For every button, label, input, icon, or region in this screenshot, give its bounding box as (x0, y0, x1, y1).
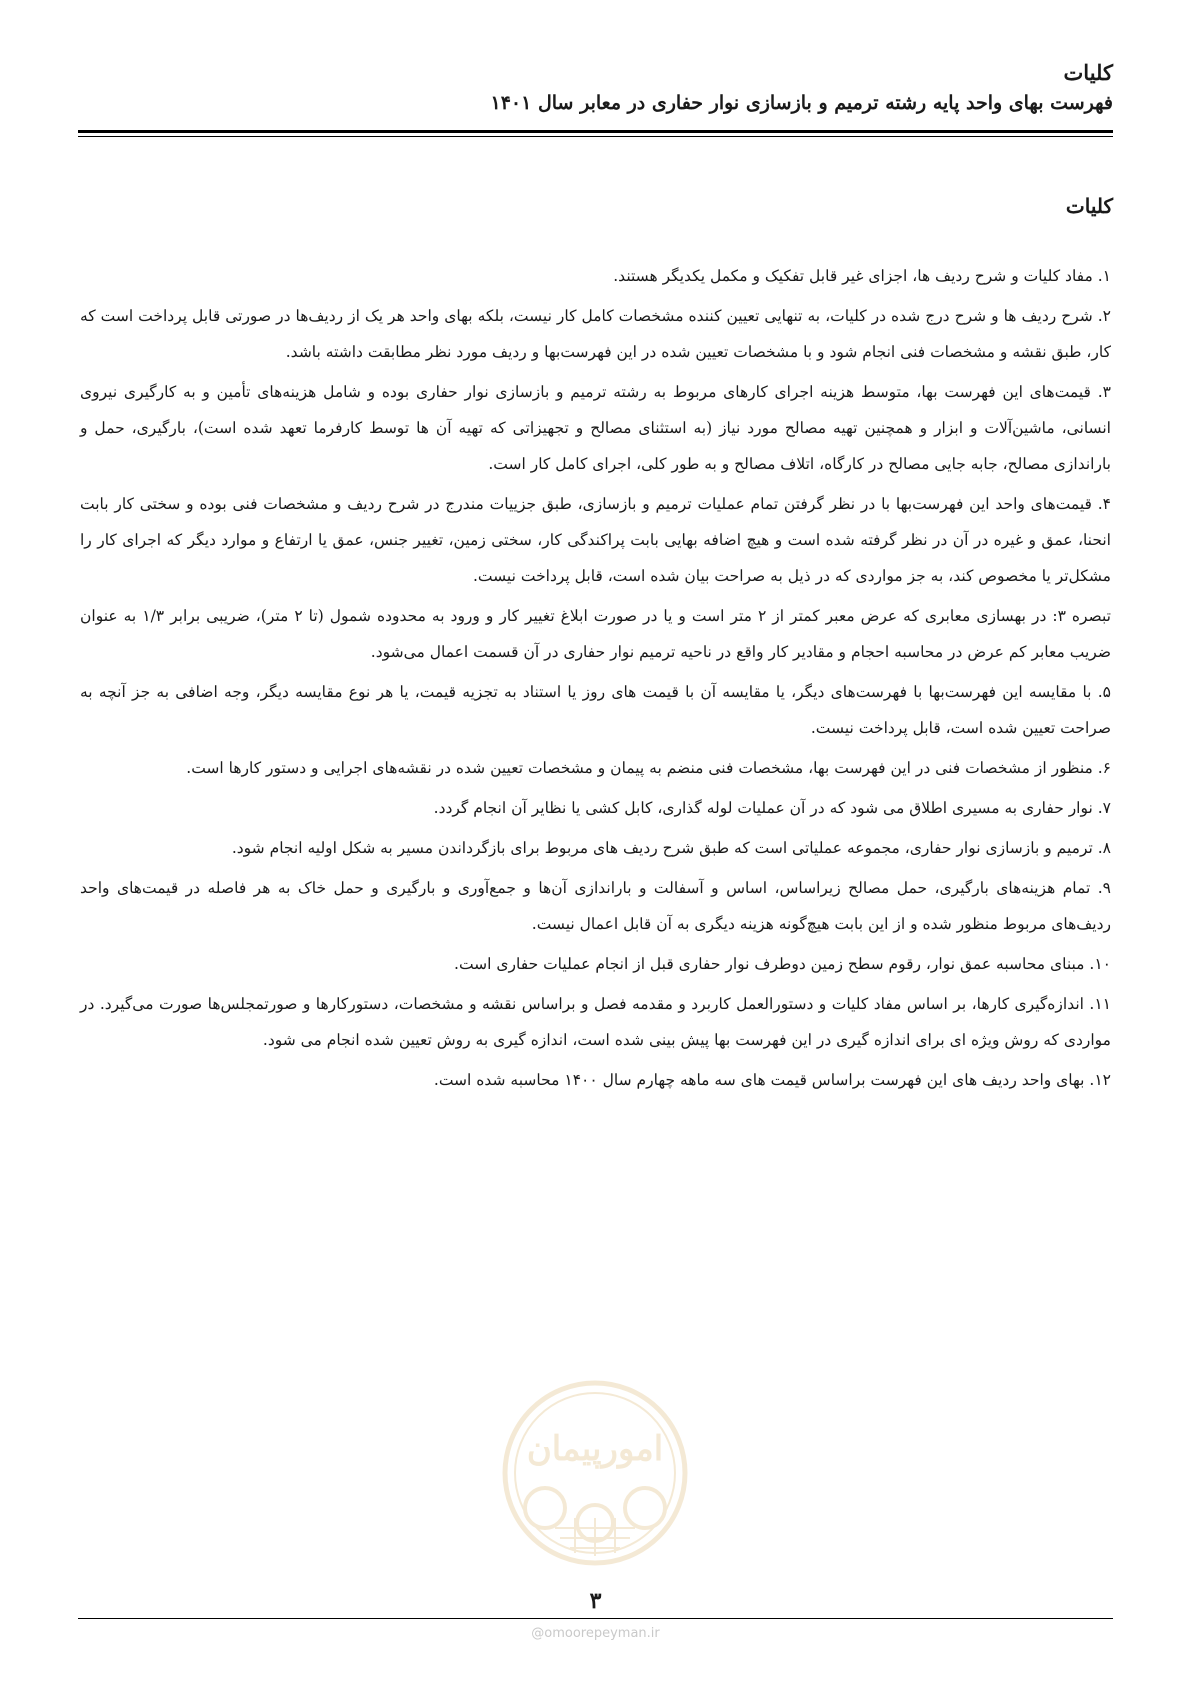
paragraph-10: ۱۰. مبنای محاسبه عمق نوار، رقوم سطح زمین دوطرف نوار حفاری قبل از انجام عملیات حفاری است. (454, 955, 1111, 973)
omoorepeyman-seal-logo (500, 1378, 690, 1568)
paragraph-9: ۹. تمام هزینه‌های بارگیری، حمل مصالح زیراساس، اساس و آسفالت و باراندازی آن‌ها و جمع‌آوری و بارگیری و حمل خاک به هر فاصله در قیمت‌های واحد ردیف‌های مربوط منظور شده و از این بابت هیچ‌گونه هزینه دیگری به آن قابل اعمال نیست. (80, 879, 1111, 933)
header-rule-thin (78, 136, 1113, 137)
grid-pattern-icon (555, 1518, 635, 1556)
header-section-label: کلیات (1063, 60, 1113, 85)
page-number: ۳ (589, 1588, 602, 1614)
paragraph-6: ۶. منظور از مشخصات فنی در این فهرست بها، مشخصات فنی منضم به پیمان و مشخصات تعیین شده در نقشه‌های اجرایی و دستور کارها است. (186, 759, 1111, 777)
paragraph-12: ۱۲. بهای واحد ردیف های این فهرست براساس قیمت های سه ماهه چهارم سال ۱۴۰۰ محاسبه شده است. (433, 1071, 1111, 1089)
header-document-title: فهرست بهای واحد پایه رشته ترمیم و بازسازی نوار حفاری در معابر سال ۱۴۰۱ (490, 92, 1113, 114)
paragraph-8: ۸. ترمیم و بازسازی نوار حفاری، مجموعه عملیاتی است که طبق شرح ردیف های مربوط برای بازگرداندن مسیر به شکل اولیه انجام شود. (231, 839, 1111, 857)
paragraph-1: ۱. مفاد کلیات و شرح ردیف ها، اجزای غیر قابل تفکیک و مکمل یکدیگر هستند. (613, 267, 1111, 285)
paragraph-7: ۷. نوار حفاری به مسیری اطلاق می شود که در آن عملیات لوله گذاری، کابل کشی یا نظایر آن انجام گردد. (433, 799, 1111, 817)
watermark-text: امورپیمان (526, 1429, 664, 1469)
paragraph-3: ۳. قیمت‌های این فهرست بها، متوسط هزینه اجرای کارهای مربوط به رشته ترمیم و بازسازی نوار حفاری بوده و شامل هزینه‌های تأمین و به کارگیری نیروی انسانی، ماشین‌آلات و ابزار و همچنین تهیه مصالح مورد نیاز (به استثنای مصالح و تجهیزاتی که تهیه آن ها توسط کارفرما تعهد شده است)، بارگیری، حمل و باراندازی مصالح، جابه جایی مصالح در کارگاه، اتلاف مصالح و به طور کلی، اجرای کامل کار است. (80, 383, 1111, 473)
section-heading: کلیات (1065, 194, 1113, 218)
header-rule-thick (78, 130, 1113, 133)
body-content (80, 258, 1111, 1102)
note-3: تبصره ۳: در بهسازی معابری که عرض معبر کمتر از ۲ متر است و یا در صورت ابلاغ تغییر کار و ورود به محدوده شمول (تا ۲ متر)، ضریبی برابر ۱/۳ به عنوان ضریب معابر کم عرض در محاسبه احجام و مقادیر کار واقع در ناحیه ترمیم نوار حفاری در آن قسمت اعمال می‌شود. (80, 607, 1111, 661)
paragraph-2: ۲. شرح ردیف ها و شرح درج شده در کلیات، به تنهایی تعیین کننده مشخصات کامل کار نیست، بلکه بهای واحد هر یک از ردیف‌ها در صورتی قابل پرداخت است که کار، طبق نقشه و مشخصات فنی انجام شود و با مشخصات تعیین شده در این فهرست‌بها و ردیف مورد نظر مطابقت داشته باشد. (80, 307, 1111, 361)
page-header (78, 58, 1113, 118)
paragraph-4: ۴. قیمت‌های واحد این فهرست‌بها با در نظر گرفتن تمام عملیات ترمیم و بازسازی، طبق جزییات مندرج در شرح ردیف و مشخصات فنی بوده و سختی کار بابت انحنا، عمق و غیره در آن در نظر گرفته شده است و هیچ اضافه بهایی بابت پراکندگی کار، سختی زمین، تغییر جنس، عمق یا ارتفاع و موارد دیگر که اجرای کار را مشکل‌تر یا مخصوص کند، به جز مواردی که در ذیل به صراحت بیان شده است، قابل پرداخت نیست. (80, 495, 1111, 585)
paragraph-5: ۵. با مقایسه این فهرست‌بها با فهرست‌های دیگر، یا مقایسه آن با قیمت های روز یا استناد به تجزیه قیمت، یا هر نوع مقایسه دیگر، وجه اضافی به جز آنچه به صراحت تعیین شده است، قابل پرداخت نیست. (80, 683, 1111, 737)
footer-watermark-url: @omoorepeyman.ir (531, 1626, 660, 1641)
paragraph-11: ۱۱. اندازه‌گیری کارها، بر اساس مفاد کلیات و دستورالعمل کاربرد و مقدمه فصل و براساس نقشه و مشخصات، دستورکارها و صورتمجلس‌ها صورت می‌گیرد. در مواردی که روش ویژه ای برای اندازه گیری در این فهرست بها پیش بینی شده است، اندازه گیری به روش تعیین شده انجام می شود. (80, 995, 1111, 1049)
footer-rule (78, 1618, 1113, 1619)
